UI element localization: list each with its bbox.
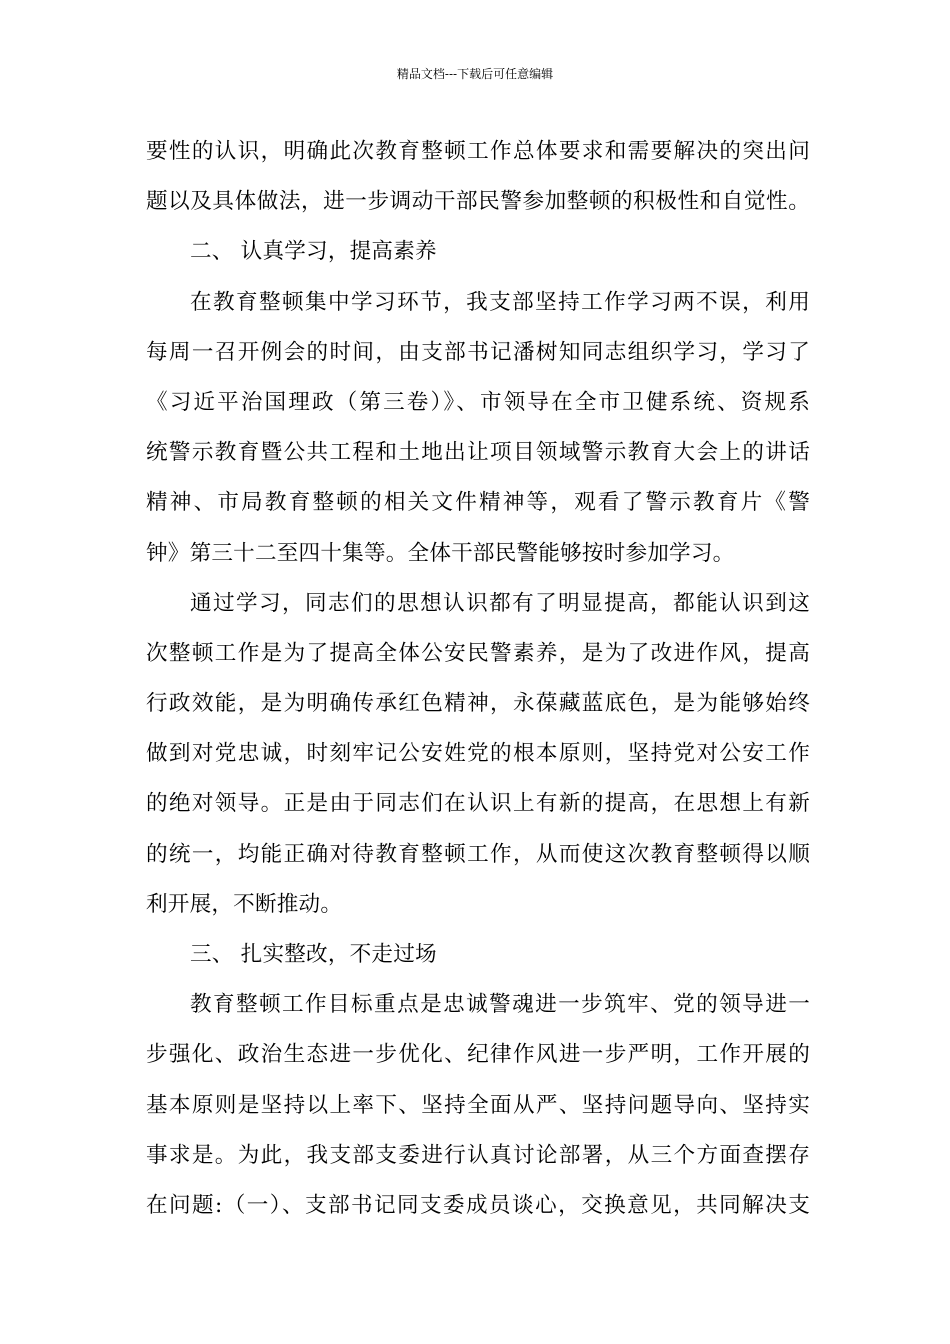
section-heading: 二、 认真学习，提高素养 bbox=[190, 239, 437, 265]
paragraph-first-line: 教育整顿工作目标重点是忠诚警魂进一步筑牢、党的领导进一 bbox=[190, 992, 810, 1018]
document-body bbox=[146, 132, 810, 1236]
text-line: 《习近平治国理政（第三卷）》、市领导在全市卫健系统、资规系 bbox=[146, 389, 810, 415]
text-line: 步强化、政治生态进一步优化、纪律作风进一步严明，工作开展的 bbox=[146, 1042, 810, 1068]
text-line: 要性的认识，明确此次教育整顿工作总体要求和需要解决的突出问 bbox=[146, 139, 810, 164]
paragraph-last-line: 钟》第三十二至四十集等。全体干部民警能够按时参加学习。 bbox=[146, 540, 735, 566]
paragraph-first-line: 在教育整顿集中学习环节，我支部坚持工作学习两不误，利用 bbox=[190, 289, 810, 315]
text-line: 的绝对领导。正是由于同志们在认识上有新的提高，在思想上有新 bbox=[146, 791, 810, 817]
text-line: 精神、市局教育整顿的相关文件精神等，观看了警示教育片《警 bbox=[146, 490, 810, 516]
page-header: 精品文档---下载后可任意编辑 bbox=[396, 67, 554, 81]
text-line: 在问题:（一）、支部书记同支委成员谈心，交换意见，共同解决支 bbox=[146, 1192, 810, 1218]
text-line: 统警示教育暨公共工程和土地出让项目领域警示教育大会上的讲话 bbox=[146, 440, 810, 466]
section-heading: 三、 扎实整改，不走过场 bbox=[190, 942, 437, 967]
text-line: 次整顿工作是为了提高全体公安民警素养，是为了改进作风，提高 bbox=[146, 640, 810, 666]
text-line: 行政效能，是为明确传承红色精神，永葆藏蓝底色，是为能够始终 bbox=[146, 691, 810, 717]
text-line: 基本原则是坚持以上率下、坚持全面从严、坚持问题导向、坚持实 bbox=[146, 1092, 810, 1118]
text-line: 做到对党忠诚，时刻牢记公安姓党的根本原则，坚持党对公安工作 bbox=[146, 741, 810, 767]
paragraph-last-line: 利开展，不断推动。 bbox=[146, 891, 343, 917]
text-line: 每周一召开例会的时间，由支部书记潘树知同志组织学习，学习了 bbox=[146, 339, 810, 365]
text-line: 事求是。为此，我支部支委进行认真讨论部署，从三个方面查摆存 bbox=[146, 1142, 810, 1168]
text-line: 的统一，均能正确对待教育整顿工作，从而使这次教育整顿得以顺 bbox=[146, 841, 810, 867]
paragraph-first-line: 通过学习，同志们的思想认识都有了明显提高，都能认识到这 bbox=[190, 590, 810, 616]
text-line: 题以及具体做法，进一步调动干部民警参加整顿的积极性和自觉性。 bbox=[146, 189, 810, 215]
